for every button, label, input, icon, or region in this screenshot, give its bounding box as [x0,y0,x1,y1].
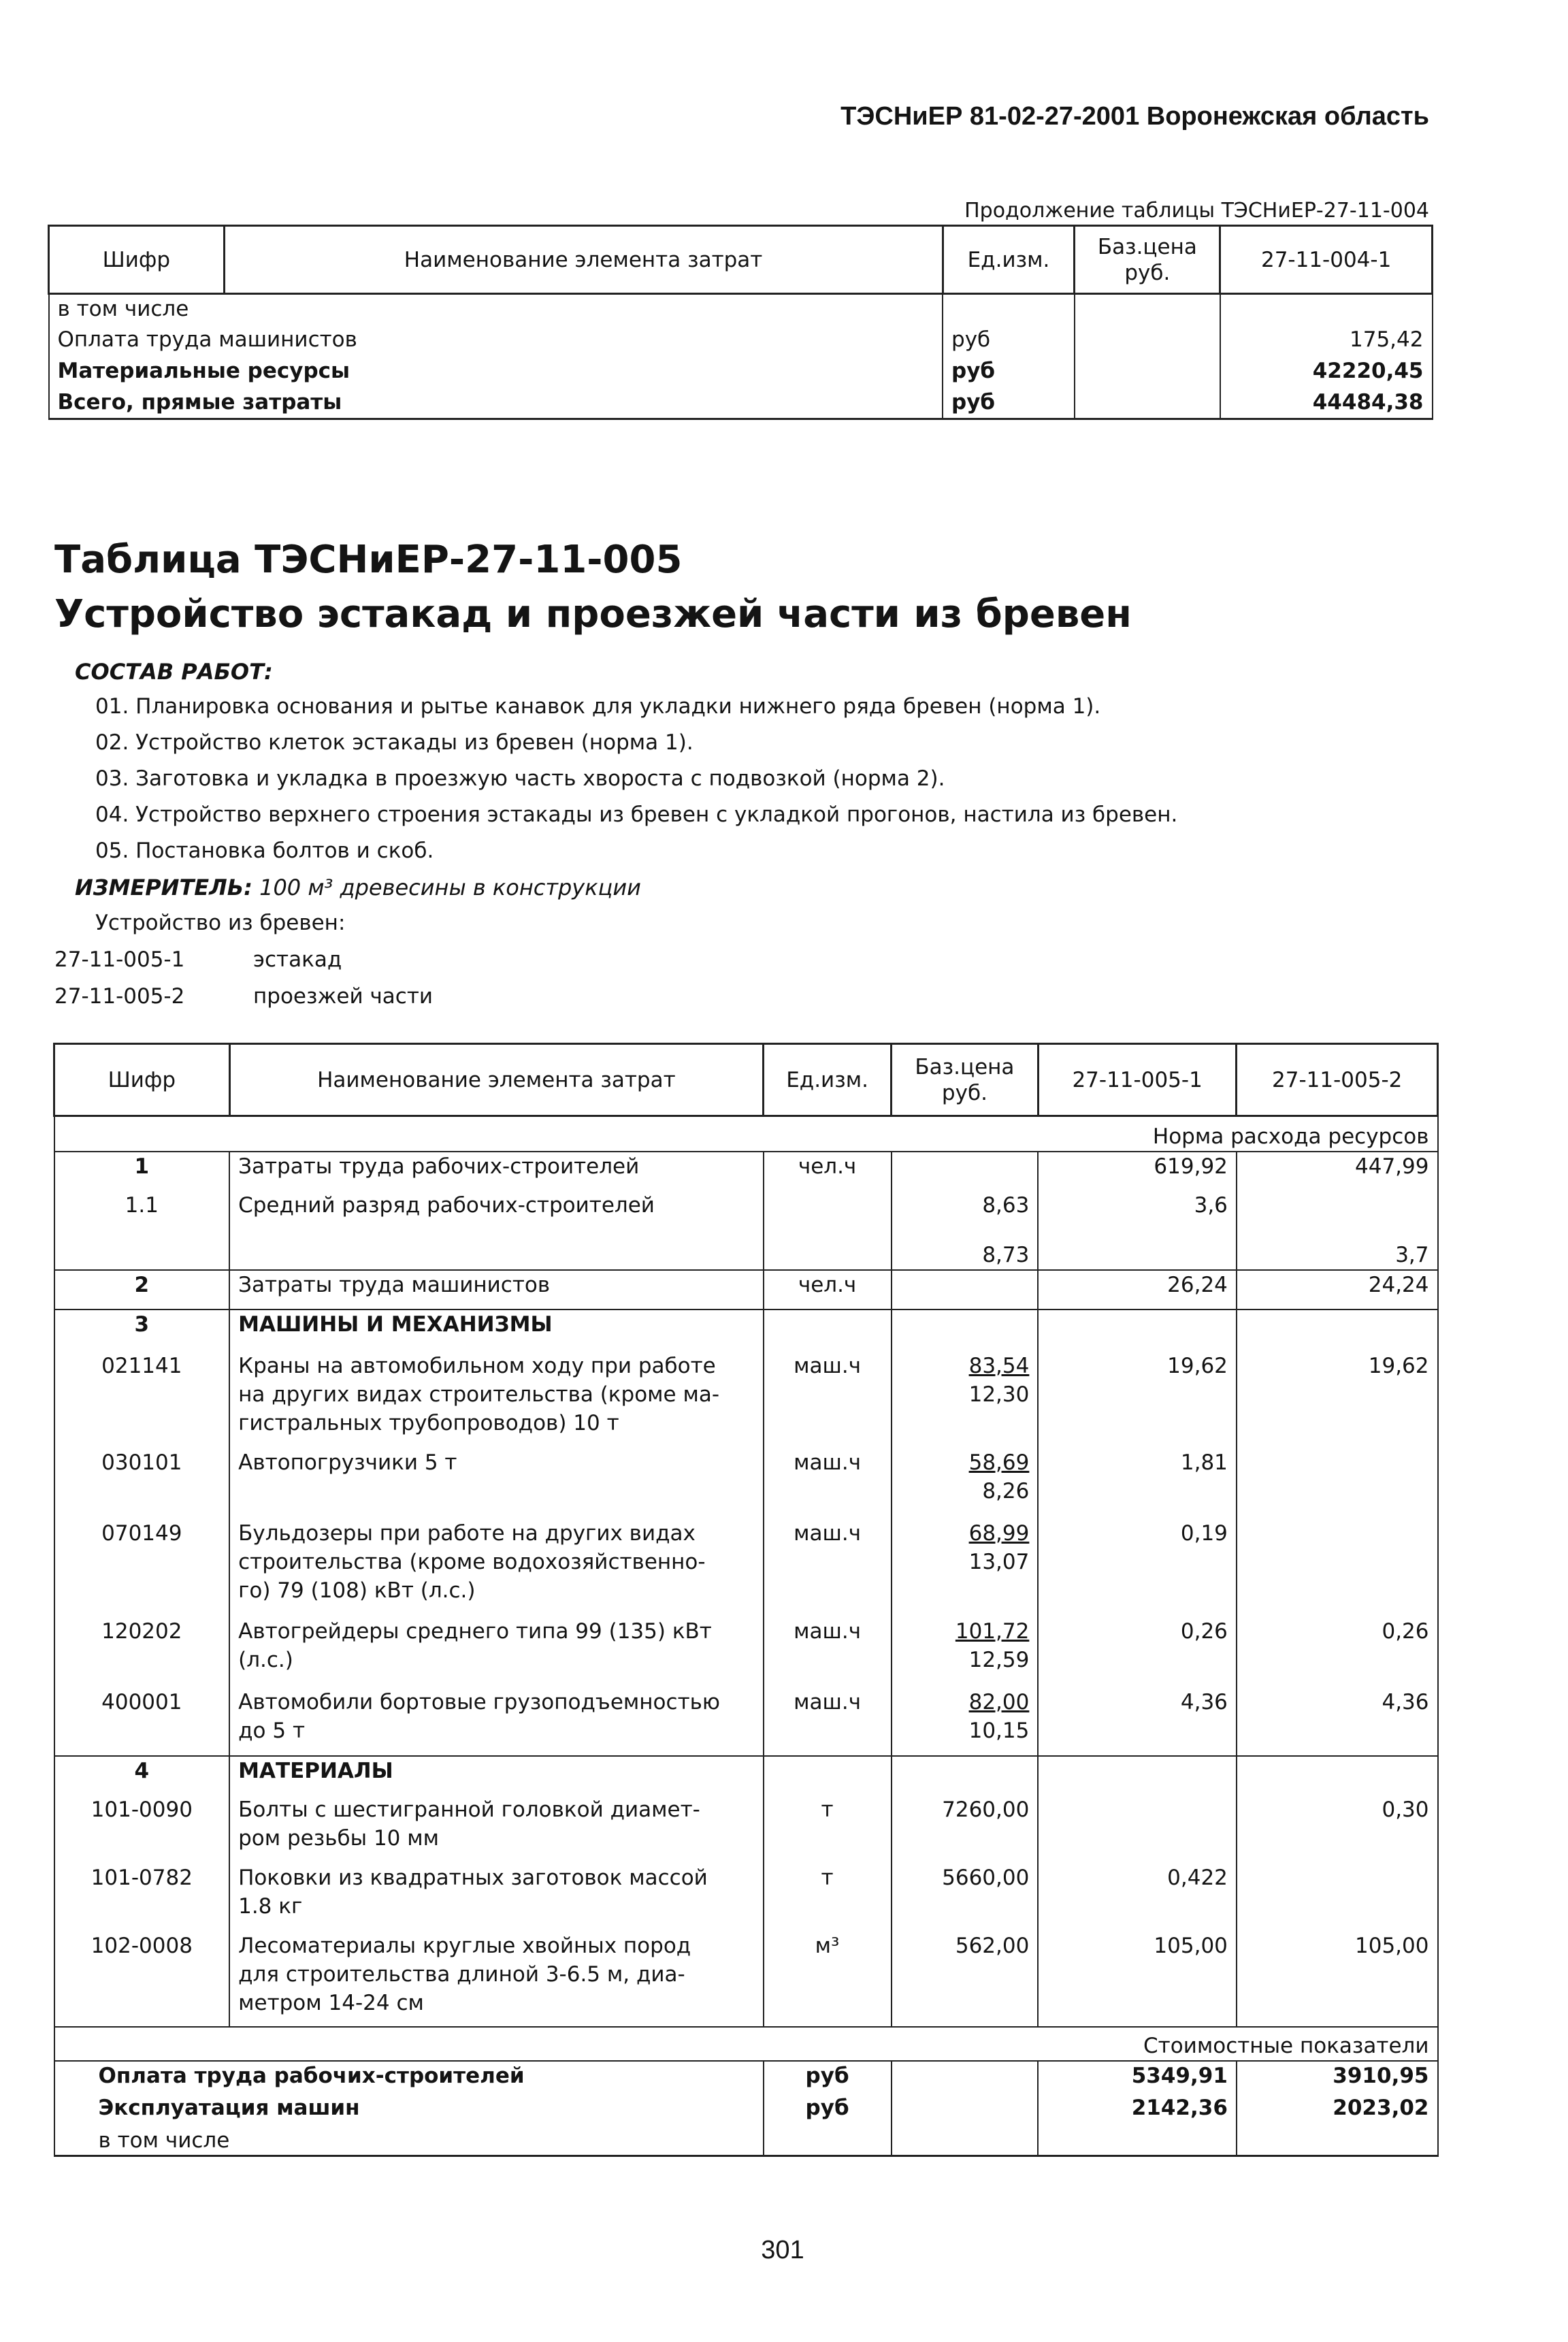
work-item: 01. Планировка основания и рытье канавок для укладки нижнего ряда бревен (норма 1). [95,694,1101,719]
row-value: 44484,38 [1220,388,1433,419]
row-value-2 [1237,1864,1438,1932]
table-header-row [54,1044,1438,1116]
row-unit: маш.ч [764,1448,892,1519]
row-name: Средний разряд рабочих-строителей [229,1191,764,1231]
cost-label: Стоимостные показатели [54,2027,1438,2061]
table-row [49,357,1433,388]
variant-code: 27-11-005-1 [54,947,185,972]
row-value-2: 447,99 [1237,1152,1438,1191]
col-header-norm-1: 27-11-005-1 [1038,1044,1237,1116]
variant-name: эстакад [253,947,342,972]
row-value-1: 3,6 [1038,1191,1237,1231]
row-name: Эксплуатация машин [54,2094,764,2126]
row-price: 562,00 [892,1932,1039,2027]
table-row [54,1310,1438,1352]
row-price: 101,72 12,59 [892,1617,1039,1688]
table-row [54,1448,1438,1519]
row-code: 4 [54,1756,230,1795]
row-code: 1.1 [54,1191,230,1231]
row-value-1: 2142,36 [1038,2094,1237,2126]
table-row [54,2094,1438,2126]
table-row [49,325,1433,357]
row-value-2: 0,26 [1237,1617,1438,1688]
row-value-2 [1237,1448,1438,1519]
col-header-norm: 27-11-004-1 [1220,226,1433,294]
table-row [54,1756,1438,1795]
row-name: Бульдозеры при работе на других видах строительства (кроме водохозяйственно- го) 79 (108) кВт (л.с.) [229,1519,764,1617]
row-unit: маш.ч [764,1617,892,1688]
row-value-1 [1038,1795,1237,1864]
row-value-2: 0,30 [1237,1795,1438,1864]
row-unit: маш.ч [764,1688,892,1756]
row-unit: руб [943,325,1075,357]
row-value-1: 4,36 [1038,1688,1237,1756]
row-name: МАШИНЫ И МЕХАНИЗМЫ [229,1310,764,1352]
row-value-1: 0,422 [1038,1864,1237,1932]
table-row [54,2126,1438,2156]
row-code: 3 [54,1310,230,1352]
row-value-1: 5349,91 [1038,2061,1237,2094]
row-price: 83,54 12,30 [892,1352,1039,1448]
row-unit [943,294,1075,325]
col-header-name: Наименование элемента затрат [224,226,943,294]
row-code: 120202 [54,1617,230,1688]
row-code: 030101 [54,1448,230,1519]
row-value: 175,42 [1220,325,1433,357]
col-header-base-price: Баз.цена руб. [1075,226,1220,294]
row-unit: м³ [764,1932,892,2027]
row-price: 82,00 10,15 [892,1688,1039,1756]
row-value-2: 24,24 [1237,1270,1438,1310]
table-header-row [49,226,1433,294]
page-number: 301 [761,2236,804,2264]
row-unit: маш.ч [764,1519,892,1617]
row-code: 101-0090 [54,1795,230,1864]
table-row [49,388,1433,419]
row-code: 400001 [54,1688,230,1756]
row-unit: т [764,1864,892,1932]
row-name: Автопогрузчики 5 т [229,1448,764,1519]
row-value-1: 105,00 [1038,1932,1237,2027]
row-name: в том числе [54,2126,764,2156]
row-value-1: 0,19 [1038,1519,1237,1617]
table-row [54,1191,1438,1231]
row-value-2: 19,62 [1237,1352,1438,1448]
row-value-1: 19,62 [1038,1352,1237,1448]
row-name: Лесоматериалы круглые хвойных пород для строительства длиной 3-6.5 м, диа- метром 14-24 см [229,1932,764,2027]
row-value-1: 0,26 [1038,1617,1237,1688]
row-name: Болты с шестигранной головкой диамет- ром резьбы 10 мм [229,1795,764,1864]
table-row [54,1795,1438,1864]
row-value-2: 3910,95 [1237,2061,1438,2094]
col-header-unit: Ед.изм. [943,226,1075,294]
norm-label: Норма расхода ресурсов [54,1116,1438,1152]
row-price: 68,99 13,07 [892,1519,1039,1617]
row-code: 1 [54,1152,230,1191]
section-subtitle: Устройство эстакад и проезжей части из бревен [54,592,1132,636]
row-code: 021141 [54,1352,230,1448]
row-name: Оплата труда рабочих-строителей [54,2061,764,2094]
variant-code: 27-11-005-2 [54,984,185,1009]
table-27-11-004-continuation [48,225,1433,420]
row-value-2: 105,00 [1237,1932,1438,2027]
row-value-2: 2023,02 [1237,2094,1438,2126]
table-27-11-005 [53,1043,1439,2157]
row-unit: чел.ч [764,1152,892,1191]
measurement-value: 100 м³ древесины в конструкции [259,875,641,900]
table-row [54,1231,1438,1270]
row-unit: руб [764,2061,892,2094]
row-value-1: 26,24 [1038,1270,1237,1310]
work-item: 02. Устройство клеток эстакады из бревен (норма 1). [95,730,693,755]
row-name: Затраты труда машинистов [229,1270,764,1310]
table-row [54,1270,1438,1310]
row-name: Краны на автомобильном ходу при работе на других видах строительства (кроме ма- гистральных трубопроводов) 10 т [229,1352,764,1448]
table-row [54,1932,1438,2027]
table-row [49,294,1433,325]
row-name: Затраты труда рабочих-строителей [229,1152,764,1191]
measurement-label: ИЗМЕРИТЕЛЬ: [75,875,252,900]
row-label: Оплата труда машинистов [49,325,943,357]
table-row [54,2061,1438,2094]
row-value-1: 1,81 [1038,1448,1237,1519]
col-header-norm-2: 27-11-005-2 [1237,1044,1438,1116]
row-price: 8,73 [892,1231,1039,1270]
row-price: 8,63 [892,1191,1039,1231]
row-label: в том числе [49,294,943,325]
norm-label-row [54,1116,1438,1152]
row-price: 58,69 8,26 [892,1448,1039,1519]
table-row [54,1688,1438,1756]
work-item: 03. Заготовка и укладка в проезжую часть хвороста с подвозкой (норма 2). [95,766,945,791]
col-header-code: Шифр [54,1044,230,1116]
row-value-2: 3,7 [1237,1231,1438,1270]
row-value: 42220,45 [1220,357,1433,388]
row-unit: чел.ч [764,1270,892,1310]
work-item: 05. Постановка болтов и скоб. [95,839,434,863]
row-value-2: 4,36 [1237,1688,1438,1756]
page-header-title: ТЭСНиЕР 81-02-27-2001 Воронежская область [840,102,1429,131]
variant-name: проезжей части [253,984,434,1009]
row-value-2 [1237,1519,1438,1617]
col-header-code: Шифр [49,226,225,294]
col-header-base-price: Баз.цена руб. [892,1044,1039,1116]
row-unit: руб [943,388,1075,419]
row-unit: руб [764,2094,892,2126]
row-name: Поковки из квадратных заготовок массой 1.8 кг [229,1864,764,1932]
table-row [54,1152,1438,1191]
row-name: Автогрейдеры среднего типа 99 (135) кВт (л.с.) [229,1617,764,1688]
row-value-1: 619,92 [1038,1152,1237,1191]
row-code: 070149 [54,1519,230,1617]
table-row [54,1352,1438,1448]
table-row [54,1519,1438,1617]
row-code: 2 [54,1270,230,1310]
table-row [54,1617,1438,1688]
row-code: 102-0008 [54,1932,230,2027]
sub-heading: Устройство из бревен: [95,911,346,935]
row-code: 101-0782 [54,1864,230,1932]
row-name: Автомобили бортовые грузоподъемностью до 5 т [229,1688,764,1756]
work-composition-label: СОСТАВ РАБОТ: [75,659,273,685]
row-unit: маш.ч [764,1352,892,1448]
row-unit: руб [943,357,1075,388]
col-header-name: Наименование элемента затрат [229,1044,764,1116]
row-price: 7260,00 [892,1795,1039,1864]
row-unit: т [764,1795,892,1864]
row-price: 5660,00 [892,1864,1039,1932]
row-label: Всего, прямые затраты [49,388,943,419]
row-label: Материальные ресурсы [49,357,943,388]
row-name: МАТЕРИАЛЫ [229,1756,764,1795]
table-row [54,1864,1438,1932]
continuation-note: Продолжение таблицы ТЭСНиЕР-27-11-004 [964,199,1429,223]
section-title: Таблица ТЭСНиЕР-27-11-005 [54,538,683,582]
cost-label-row [54,2027,1438,2061]
measurement-unit [75,875,641,900]
col-header-unit: Ед.изм. [764,1044,892,1116]
work-item: 04. Устройство верхнего строения эстакады из бревен с укладкой прогонов, настила из бревен. [95,802,1178,827]
